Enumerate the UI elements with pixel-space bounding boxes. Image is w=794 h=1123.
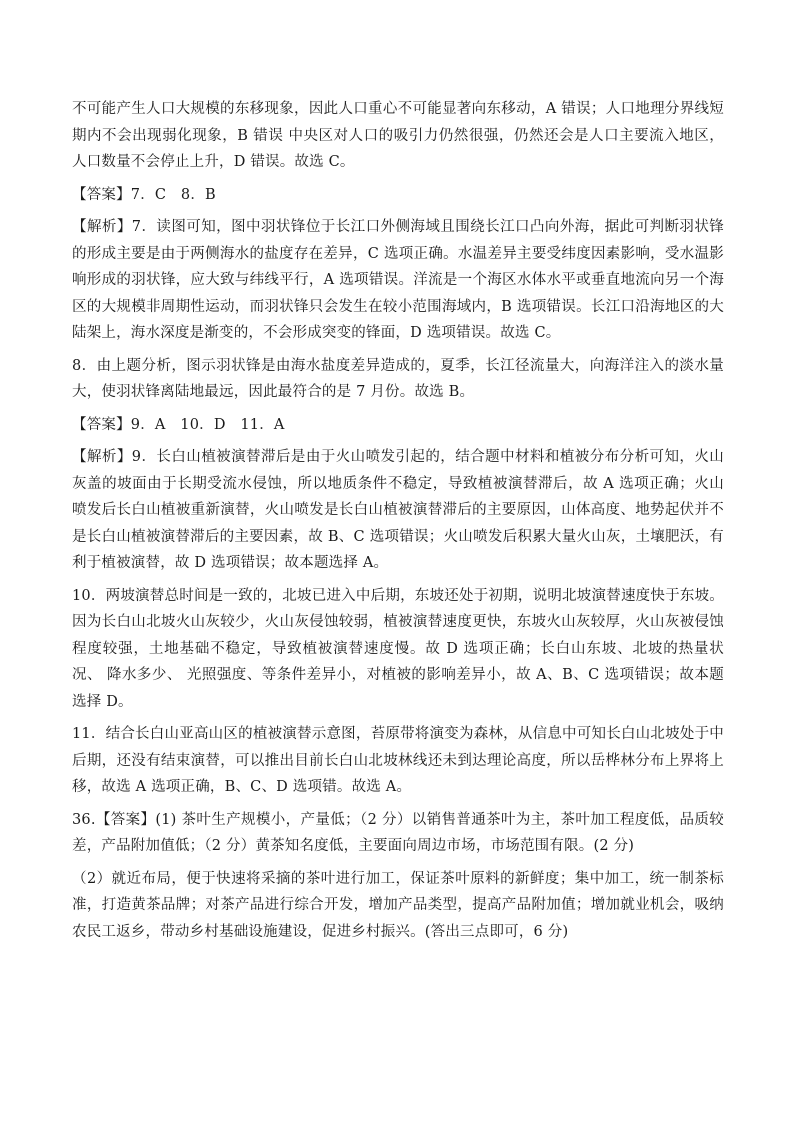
analysis-8: 8．由上题分析，图示羽状锋是由海水盐度差异造成的，夏季，长江径流量大，向海洋注入的淡水量大，使羽状锋离陆地最远，因此最符合的是 7 月份。故选 B。 [72,357,724,400]
answer-7-8: 【答案】7．C 8．B [72,186,216,203]
answer-36-part-2: （2）就近布局，便于快速将采摘的茶叶进行加工，保证茶叶原料的新鲜度；集中加工，统一制茶标准，打造黄茶品牌；对茶产品进行综合开发，增加产品类型，提高产品附加值；增加就业机会，吸纳农民工返乡，带动乡村基础设施建设，促进乡村振兴。(答出三点即可，6 分) [72,870,724,940]
answer-36-part-1: 36.【答案】(1) 茶叶生产规模小，产量低；（2 分）以销售普通茶叶为主，茶叶加工程度低，品质较差，产品附加值低；（2 分）黄茶知名度低，主要面向周边市场，市场范围有限。(2 分) [72,811,724,854]
analysis-11: 11．结合长白山亚高山区的植被演替示意图，苔原带将演变为森林，从信息中可知长白山北坡处于中后期，还没有结束演替，可以推出目前长白山北坡林线还未到达理论高度，所以岳桦林分布上界将上移，故选 A 选项正确，B、C、D 选项错。故选 A。 [72,726,724,795]
analysis-7: 【解析】7．读图可知，图中羽状锋位于长江口外侧海域且围绕长江口凸向外海，据此可判断羽状锋的形成主要是由于两侧海水的盐度存在差异，C 选项正确。水温差异主要受纬度因素影响，受水温影响形成的羽状锋，应大致与纬线平行，A 选项错误。洋流是一个海区水体水平或垂直地流向另一个海区的大规模非周期性运动，而羽状锋只会发生在较小范围海域内，B 选项错误。长江口沿海地区的大陆架上，海水深度是渐变的，不会形成突变的锋面，D 选项错误。故选 C。 [72,219,724,341]
analysis-9: 【解析】9．长白山植被演替滞后是由于火山喷发引起的，结合题中材料和植被分布分析可知，火山灰盖的坡面由于长期受流水侵蚀，所以地质条件不稳定，导致植被演替滞后，故 A 选项正确；火山喷发后长白山植被重新演替，火山喷发是长白山植被演替滞后的主要原因，山体高度、地势起伏并不是长白山植被演替滞后的主要因素，故 B、C 选项错误；火山喷发后积累大量火山灰，土壤肥沃，有利于植被演替，故 D 选项错误；故本题选择 A。 [72,449,724,571]
document-page [72,96,724,951]
paragraph-previous-answer-tail: 不可能产生人口大规模的东移现象，因此人口重心不可能显著向东移动，A 错误；人口地理分界线短期内不会出现弱化现象，B 错误 中央区对人口的吸引力仍然很强，仍然还会是人口主要流入地区，人口数量不会停止上升，D 错误。故选 C。 [72,101,724,170]
analysis-10: 10．两坡演替总时间是一致的，北坡已进入中后期，东坡还处于初期，说明北坡演替速度快于东坡。因为长白山北坡火山灰较少，火山灰侵蚀较弱，植被演替速度更快，东坡火山灰较厚，火山灰被侵蚀程度较强，土地基础不稳定，导致植被演替速度慢。故 D 选项正确；长白山东坡、北坡的热量状况、 降水多少、 光照强度、等条件差异小，对植被的影响差异小，故 A、B、C 选项错误；故本题选择 D。 [72,587,724,710]
answer-9-11: 【答案】9．A 10．D 11．A [72,416,285,433]
